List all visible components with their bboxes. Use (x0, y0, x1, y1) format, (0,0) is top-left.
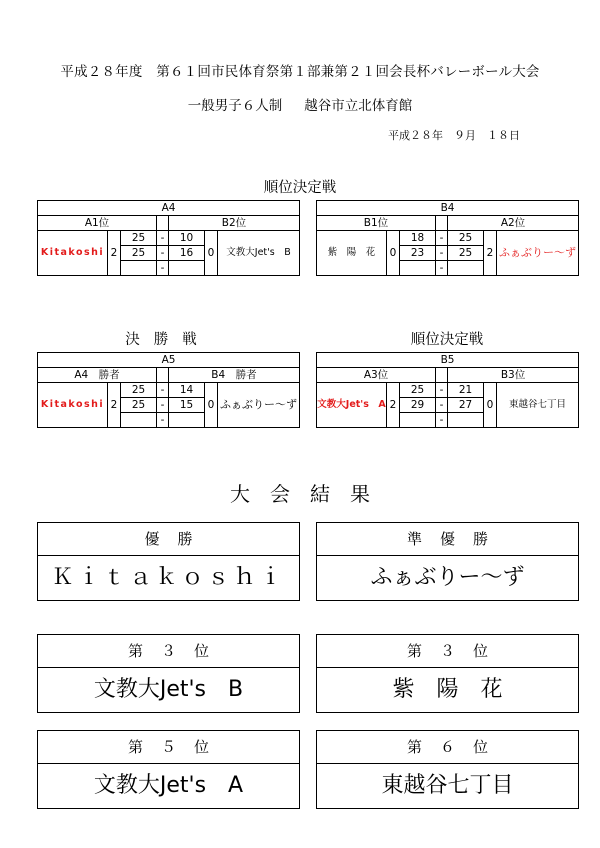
match-a5-left-sets: 2 (108, 383, 121, 428)
result-third-b-label: 第３位 (317, 635, 578, 668)
match-b4-right-label: A2位 (448, 216, 579, 231)
match-b5-set2-dash: - (436, 398, 448, 413)
match-b5-right-label: B3位 (448, 368, 579, 383)
match-a5-set1-left: 25 (121, 383, 157, 398)
result-third-a-name: 文教大Jet's B (93, 677, 244, 702)
match-b5-set3-right (448, 413, 484, 428)
match-a4-set3-left (121, 261, 157, 276)
match-b5-left-team: 文教大Jet's A (317, 383, 387, 428)
result-fifth-name: 文教大Jet's A (93, 773, 244, 798)
match-a4-left-sets: 2 (108, 231, 121, 276)
result-sixth-box (316, 730, 579, 809)
match-b4-table (316, 200, 579, 276)
match-b5-set3-left (400, 413, 436, 428)
match-b4-set1-right: 25 (448, 231, 484, 246)
match-a5-set3-dash: - (157, 413, 169, 428)
result-third-a-label: 第３位 (38, 635, 299, 668)
match-b4-left-team: 紫 陽 花 (317, 231, 387, 276)
event-date: 平成２８年 ９月 １８日 (388, 129, 520, 142)
result-fifth-box (37, 730, 300, 809)
match-b5-right-sets: 0 (484, 383, 497, 428)
final-heading: 決勝戦 (125, 332, 211, 348)
match-a5-set3-left (121, 413, 157, 428)
match-a5-right-sets: 0 (205, 383, 218, 428)
result-third-b-box (316, 634, 579, 713)
result-sixth-name: 東越谷七丁目 (381, 773, 514, 798)
match-a5-set3-right (169, 413, 205, 428)
result-second-name: ふぁぶりー～ず (370, 565, 525, 590)
result-first-name: Ｋｉｔａｋｏｓｈｉ (51, 565, 286, 590)
match-a5-right-team: ふぁぶりー～ず (218, 383, 300, 428)
match-a4-left-label: A1位 (38, 216, 157, 231)
match-b5-set3-dash: - (436, 413, 448, 428)
match-b5-right-team: 東越谷七丁目 (497, 383, 579, 428)
match-b4-set3-right (448, 261, 484, 276)
match-b4-set1-dash: - (436, 231, 448, 246)
match-a5-table (37, 352, 300, 428)
match-a5-set1-right: 14 (169, 383, 205, 398)
match-a4-right-label: B2位 (169, 216, 300, 231)
match-a4-set1-right: 10 (169, 231, 205, 246)
result-third-b-name: 紫 陽 花 (392, 677, 503, 702)
match-b5-left-label: A3位 (317, 368, 436, 383)
match-a4-right-team: 文教大Jet's B (218, 231, 300, 276)
tournament-subtitle (0, 94, 600, 114)
match-a4-set2-right: 16 (169, 246, 205, 261)
match-b4-right-team: ふぁぶりー～ず (497, 231, 579, 276)
match-b5-table (316, 352, 579, 428)
result-second-label: 準優勝 (317, 523, 578, 556)
placement-heading-top: 順位決定戦 (263, 180, 337, 196)
match-b5-set1-left: 25 (400, 383, 436, 398)
match-b4-set1-left: 18 (400, 231, 436, 246)
match-a5-set2-right: 15 (169, 398, 205, 413)
result-sixth-label: 第６位 (317, 731, 578, 764)
match-a5-set2-dash: - (157, 398, 169, 413)
tournament-title: 平成２８年度 第６１回市民体育祭第１部兼第２１回会長杯バレーボール大会 (60, 64, 540, 80)
match-b4-set2-dash: - (436, 246, 448, 261)
result-second-box (316, 522, 579, 601)
match-a5-right-label: B4 勝者 (169, 368, 300, 383)
match-b4-set3-dash: - (436, 261, 448, 276)
match-a4-set1-left: 25 (121, 231, 157, 246)
match-a4-set1-dash: - (157, 231, 169, 246)
match-b4-right-sets: 2 (484, 231, 497, 276)
match-b5-set1-right: 21 (448, 383, 484, 398)
match-a4-table (37, 200, 300, 276)
match-b4-code: B4 (317, 201, 579, 216)
result-first-box (37, 522, 300, 601)
match-a5-set1-dash: - (157, 383, 169, 398)
result-first-label: 優勝 (38, 523, 299, 556)
match-a4-left-team: Kitakoshi (38, 231, 108, 276)
match-b4-set2-right: 25 (448, 246, 484, 261)
match-a4-set3-right (169, 261, 205, 276)
match-b4-left-sets: 0 (387, 231, 400, 276)
match-a4-right-sets: 0 (205, 231, 218, 276)
division-label: 一般男子６人制 (187, 98, 283, 114)
match-a4-set2-dash: - (157, 246, 169, 261)
match-a4-code: A4 (38, 201, 300, 216)
match-a5-set2-left: 25 (121, 398, 157, 413)
result-third-a-box (37, 634, 300, 713)
match-b5-code: B5 (317, 353, 579, 368)
results-heading: 大会結果 (230, 482, 390, 506)
match-b5-set2-left: 29 (400, 398, 436, 413)
match-b4-set3-left (400, 261, 436, 276)
match-a4-set3-dash: - (157, 261, 169, 276)
match-a5-code: A5 (38, 353, 300, 368)
placement-heading-bottom: 順位決定戦 (410, 332, 484, 348)
match-a5-left-team: Kitakoshi (38, 383, 108, 428)
match-b4-left-label: B1位 (317, 216, 436, 231)
match-a5-left-label: A4 勝者 (38, 368, 157, 383)
match-b5-set2-right: 27 (448, 398, 484, 413)
match-b4-set2-left: 23 (400, 246, 436, 261)
match-b5-set1-dash: - (436, 383, 448, 398)
result-fifth-label: 第５位 (38, 731, 299, 764)
match-a4-set2-left: 25 (121, 246, 157, 261)
venue-label: 越谷市立北体育館 (304, 98, 413, 114)
match-b5-left-sets: 2 (387, 383, 400, 428)
